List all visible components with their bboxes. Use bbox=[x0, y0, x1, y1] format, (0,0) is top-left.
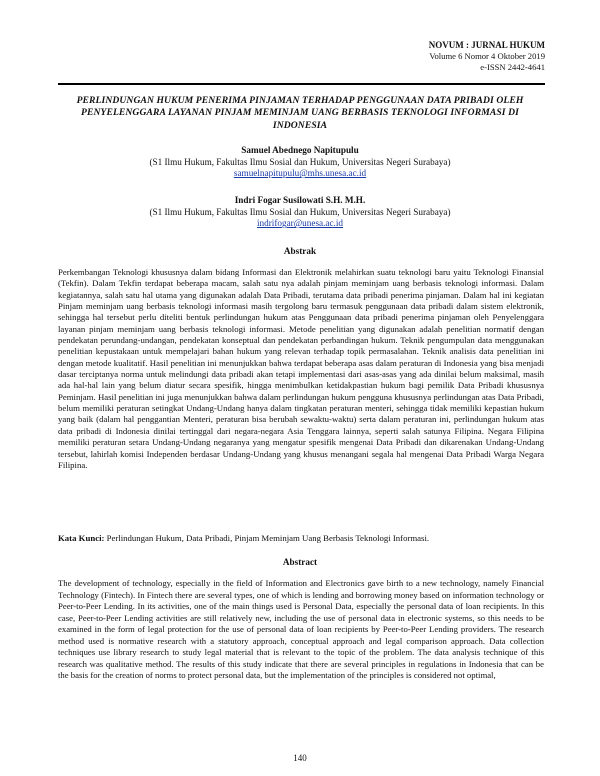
author-email-link[interactable]: samuelnapitupulu@mhs.unesa.ac.id bbox=[233, 168, 367, 179]
abstrak-heading: Abstrak bbox=[283, 246, 317, 256]
page-number: 140 bbox=[293, 753, 307, 763]
author-name: Indri Fogar Susilowati S.H. M.H. bbox=[234, 195, 366, 205]
journal-header bbox=[429, 40, 545, 73]
author-affiliation: (S1 Ilmu Hukum, Fakultas Ilmu Sosial dan Hukum, Universitas Negeri Surabaya) bbox=[149, 156, 451, 167]
abstrak-text: Perkembangan Teknologi khususnya dalam bidang Informasi dan Elektronik melahirkan suatu teknologi baru yaitu Teknologi Finansial (Tekfin). Dalam Tekfin terdapat beberapa macam, salah satu nya adalah pinjam meminjam uang berbasis teknologi informasi. Dalam kegiatannya, salah satu hal utama yang digunakan adalah Data Pribadi, terutama data pribadi penerima pinjaman. Dalam hal ini kegiatan Pinjam meminjam uang berbasis teknologi informasi masih tergolong baru termasuk penggunaan data pribadi dalam sistem elektronik, sehingga hal tersebut perlu diteliti bentuk perlindungan hukum atas Penggunaan data pribadi penerima pinjaman oleh Penyelenggara layanan pinjam meminjam uang berbasis teknologi informasi. Metode penelitian yang digunakan adalah penelitian normatif dengan pendekatan perundang-undangan, pendekatan konseptual dan pendekatan perbandingan hukum. Teknik pengumpulan data menggunakan penelitian kepustakaan untuk mempelajari bahan hukum yang relevan terhadap topik permasalahan. Teknik analisis data penelitian ini dengan metode kualitatif. Hasil penelitian ini menunjukkan bahwa terdapat beberapa asas dalam peraturan di Indonesia yang bisa menjadi dasar terciptanya norma untuk melindungi data pribadi akan tetapi implementasi dari asas-asas yang ada dinilai belum maksimal, masih ada hal-hal lain yang belum diatur secara spesifik, hingga menimbulkan ketidakpastian hukum bagi pemilik Data Pribadi khususnya Peminjam. Hasil penelitian ini juga menunjukkan bahwa dalam perlindungan hukum pengguna khususnya perlindungan atas Data Pribadi, belum memiliki peraturan setingkat Undang-Undang hanya dalam tingkatan peraturan menteri, sehingga tidak memiliki kepastian hukum yang baik (dalam hal penggantian Menteri, peraturan bisa berubah sewaktu-waktu) serta dalam peraturan ini, perlindungan hukum atas data pribadi di Indonesia dinilai tertinggal dari negara-negara Asia Tenggara lainnya, seperti salah satunya Filipina. Negara Filipina memiliki peraturan setara Undang-Undang negaranya yang mengatur spesifik mengenai Data Pribadi dan dikarenakan Undang-Undang tersebut, lahirlah komisi Independen berdasar Undang-Undang yang khusus menangani segala hal mengenai Data Pribadi Warga Negara Filipina. bbox=[58, 267, 544, 470]
author-affiliation: (S1 Ilmu Hukum, Fakultas Ilmu Sosial dan Hukum, Universitas Negeri Surabaya) bbox=[149, 206, 451, 217]
header-divider bbox=[58, 83, 545, 85]
keywords-label: Kata Kunci: bbox=[58, 533, 105, 543]
journal-volume: Volume 6 Nomor 4 Oktober 2019 bbox=[429, 51, 545, 61]
keywords-text: Perlindungan Hukum, Data Pribadi, Pinjam Meminjam Uang Berbasis Teknologi Informasi. bbox=[106, 533, 430, 543]
keywords bbox=[58, 533, 544, 544]
author-block bbox=[58, 145, 542, 180]
abstract-text: The development of technology, especially in the field of Information and Electronics gave birth to a new technology, namely Financial Technology (Fintech). In Fintech there are several types, one of which is lending and borrowing money based on information technology or Peer-to-Peer Lending. In its activities, one of the main things used is Personal Data, especially the personal data of loan recipients. In this case, Peer-to-Peer Lending activities are still relatively new, including the use of personal data in electronic systems, so this needs to be examined in the form of legal protection for the use of personal data of loan recipients by Peer-to-Peer Lending providers. The research method used is normative research with a statutory approach, conceptual approach and legal comparison approach. Data collection techniques use library research to study legal material that is relevant to the topic of the problem. The data analysis technique of this research was qualitative method. The results of this study indicate that there are several principles in regulations in Indonesia that can be the basis for the creation of norms to protect personal data, but the implementation of the principles is considered not optimal, bbox=[58, 578, 544, 680]
paper-title: PERLINDUNGAN HUKUM PENERIMA PINJAMAN TERHADAP PENGGUNAAN DATA PRIBADI OLEH PENYELENGGARA LAYANAN PINJAM MEMINJAM UANG BERBASIS TEKNOLOGI INFORMASI DI INDONESIA bbox=[76, 95, 524, 131]
author-block bbox=[58, 195, 542, 230]
journal-name: NOVUM : JURNAL HUKUM bbox=[428, 40, 545, 50]
author-name: Samuel Abednego Napitupulu bbox=[241, 145, 359, 155]
author-email-link[interactable]: indrifogar@unesa.ac.id bbox=[256, 218, 343, 229]
journal-issn: e-ISSN 2442-4641 bbox=[480, 62, 545, 72]
abstract-heading: Abstract bbox=[282, 557, 318, 567]
